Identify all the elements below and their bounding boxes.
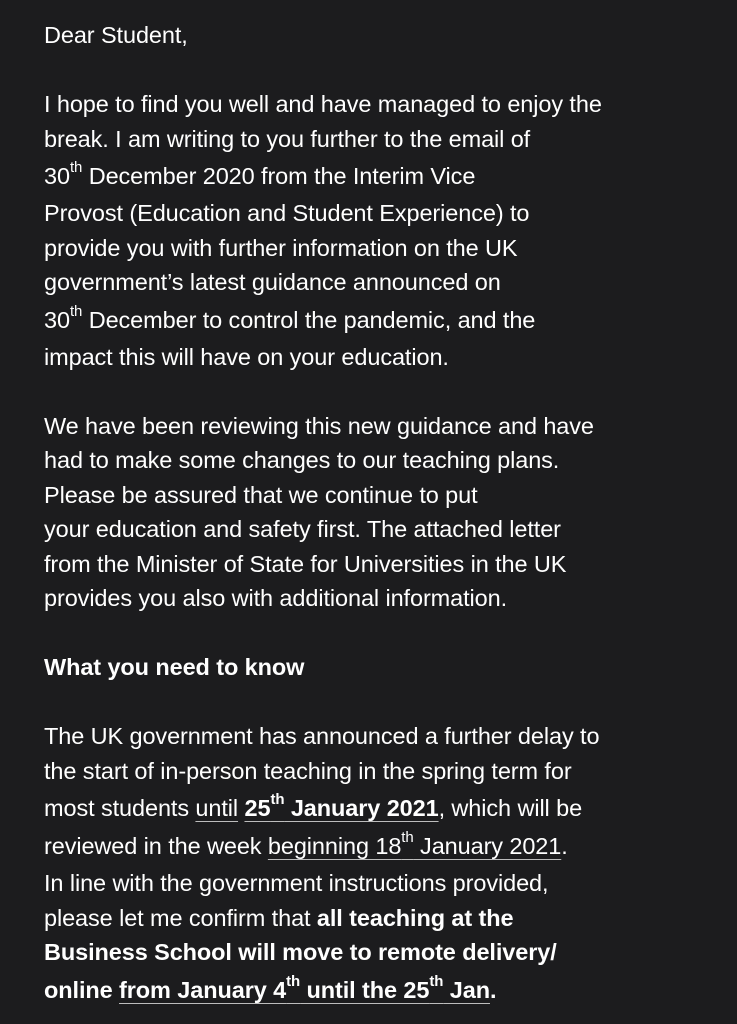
date-text: until the 25	[300, 976, 430, 1003]
date-text: Jan	[443, 976, 490, 1003]
announcement-text: .	[561, 833, 568, 859]
announcement-paragraph	[44, 719, 714, 1010]
announcement-line-4	[44, 826, 714, 866]
announcement-bold-text: all teaching at the	[316, 904, 514, 931]
guidance-line-5: from the Minister of State for Universities in the UK	[44, 550, 567, 577]
intro-line-7-text: December to control the pandemic, and the	[82, 306, 536, 333]
announcement-text: , which will be	[438, 795, 583, 821]
intro-line-8: impact this will have on your education.	[44, 343, 449, 370]
date-ordinal: th	[429, 972, 444, 990]
announcement-line-6	[44, 901, 714, 936]
announcement-line-1: The UK government has announced a further delay to	[44, 723, 600, 749]
guidance-line-4: your education and safety first. The attached letter	[44, 516, 561, 542]
announcement-text: most students	[44, 795, 196, 821]
date-text: beginning 18	[267, 833, 402, 859]
intro-line-3-text: December 2020 from the Interim Vice	[82, 163, 476, 189]
date-text: January 2021	[413, 833, 562, 859]
date-link-until-25th-jan[interactable]	[300, 972, 490, 1003]
guidance-line-3: Please be assured that we continue to put	[44, 481, 478, 508]
date-number: 25	[244, 795, 271, 821]
announcement-line-7: Business School will move to remote delivery/	[44, 939, 557, 965]
date-number: 30	[44, 163, 70, 189]
section-heading	[44, 650, 714, 685]
greeting-line: Dear Student,	[44, 22, 188, 48]
intro-line-1: I hope to find you well and have managed to enjoy the	[44, 91, 602, 117]
date-link-january-4th[interactable]	[119, 972, 301, 1003]
date-ordinal: th	[286, 972, 301, 990]
date-ordinal: th	[69, 302, 83, 320]
announcement-line-8	[44, 970, 714, 1010]
guidance-line-6: provides you also with additional information.	[44, 585, 508, 611]
announcement-line-2: the start of in-person teaching in the spring term for	[44, 757, 572, 784]
date-ordinal: th	[401, 829, 414, 847]
intro-line-2: break. I am writing to you further to the email of	[44, 125, 531, 152]
intro-line-7	[44, 300, 714, 340]
announcement-bold-text: online	[44, 976, 120, 1003]
section-heading-text: What you need to know	[44, 654, 305, 680]
date-link-25th-january[interactable]	[244, 791, 439, 821]
date-ordinal: th	[69, 159, 83, 177]
intro-line-3	[44, 156, 714, 196]
date-month: January 2021	[284, 795, 439, 821]
intro-line-5: provide you with further information on the UK	[44, 234, 518, 261]
date-ordinal: th	[270, 791, 285, 809]
date-text: from January 4	[119, 976, 287, 1003]
guidance-paragraph	[44, 409, 714, 616]
date-number: 30	[44, 306, 70, 333]
intro-paragraph	[44, 87, 714, 374]
greeting	[44, 18, 714, 53]
date-link-18th-january[interactable]	[267, 829, 562, 859]
guidance-line-1: We have been reviewing this new guidance and have	[44, 412, 594, 439]
announcement-bold-text: .	[489, 976, 497, 1003]
email-body	[44, 18, 714, 1010]
announcement-text: please let me confirm that	[44, 904, 317, 931]
intro-line-6: government’s latest guidance announced on	[44, 269, 501, 295]
announcement-text: reviewed in the week	[44, 833, 268, 859]
intro-line-4: Provost (Education and Student Experience) to	[44, 200, 530, 226]
announcement-line-3	[44, 788, 714, 828]
until-link[interactable]: until	[195, 795, 239, 821]
announcement-line-5: In line with the government instructions provided,	[44, 870, 549, 896]
guidance-line-2: had to make some changes to our teaching plans.	[44, 447, 560, 473]
